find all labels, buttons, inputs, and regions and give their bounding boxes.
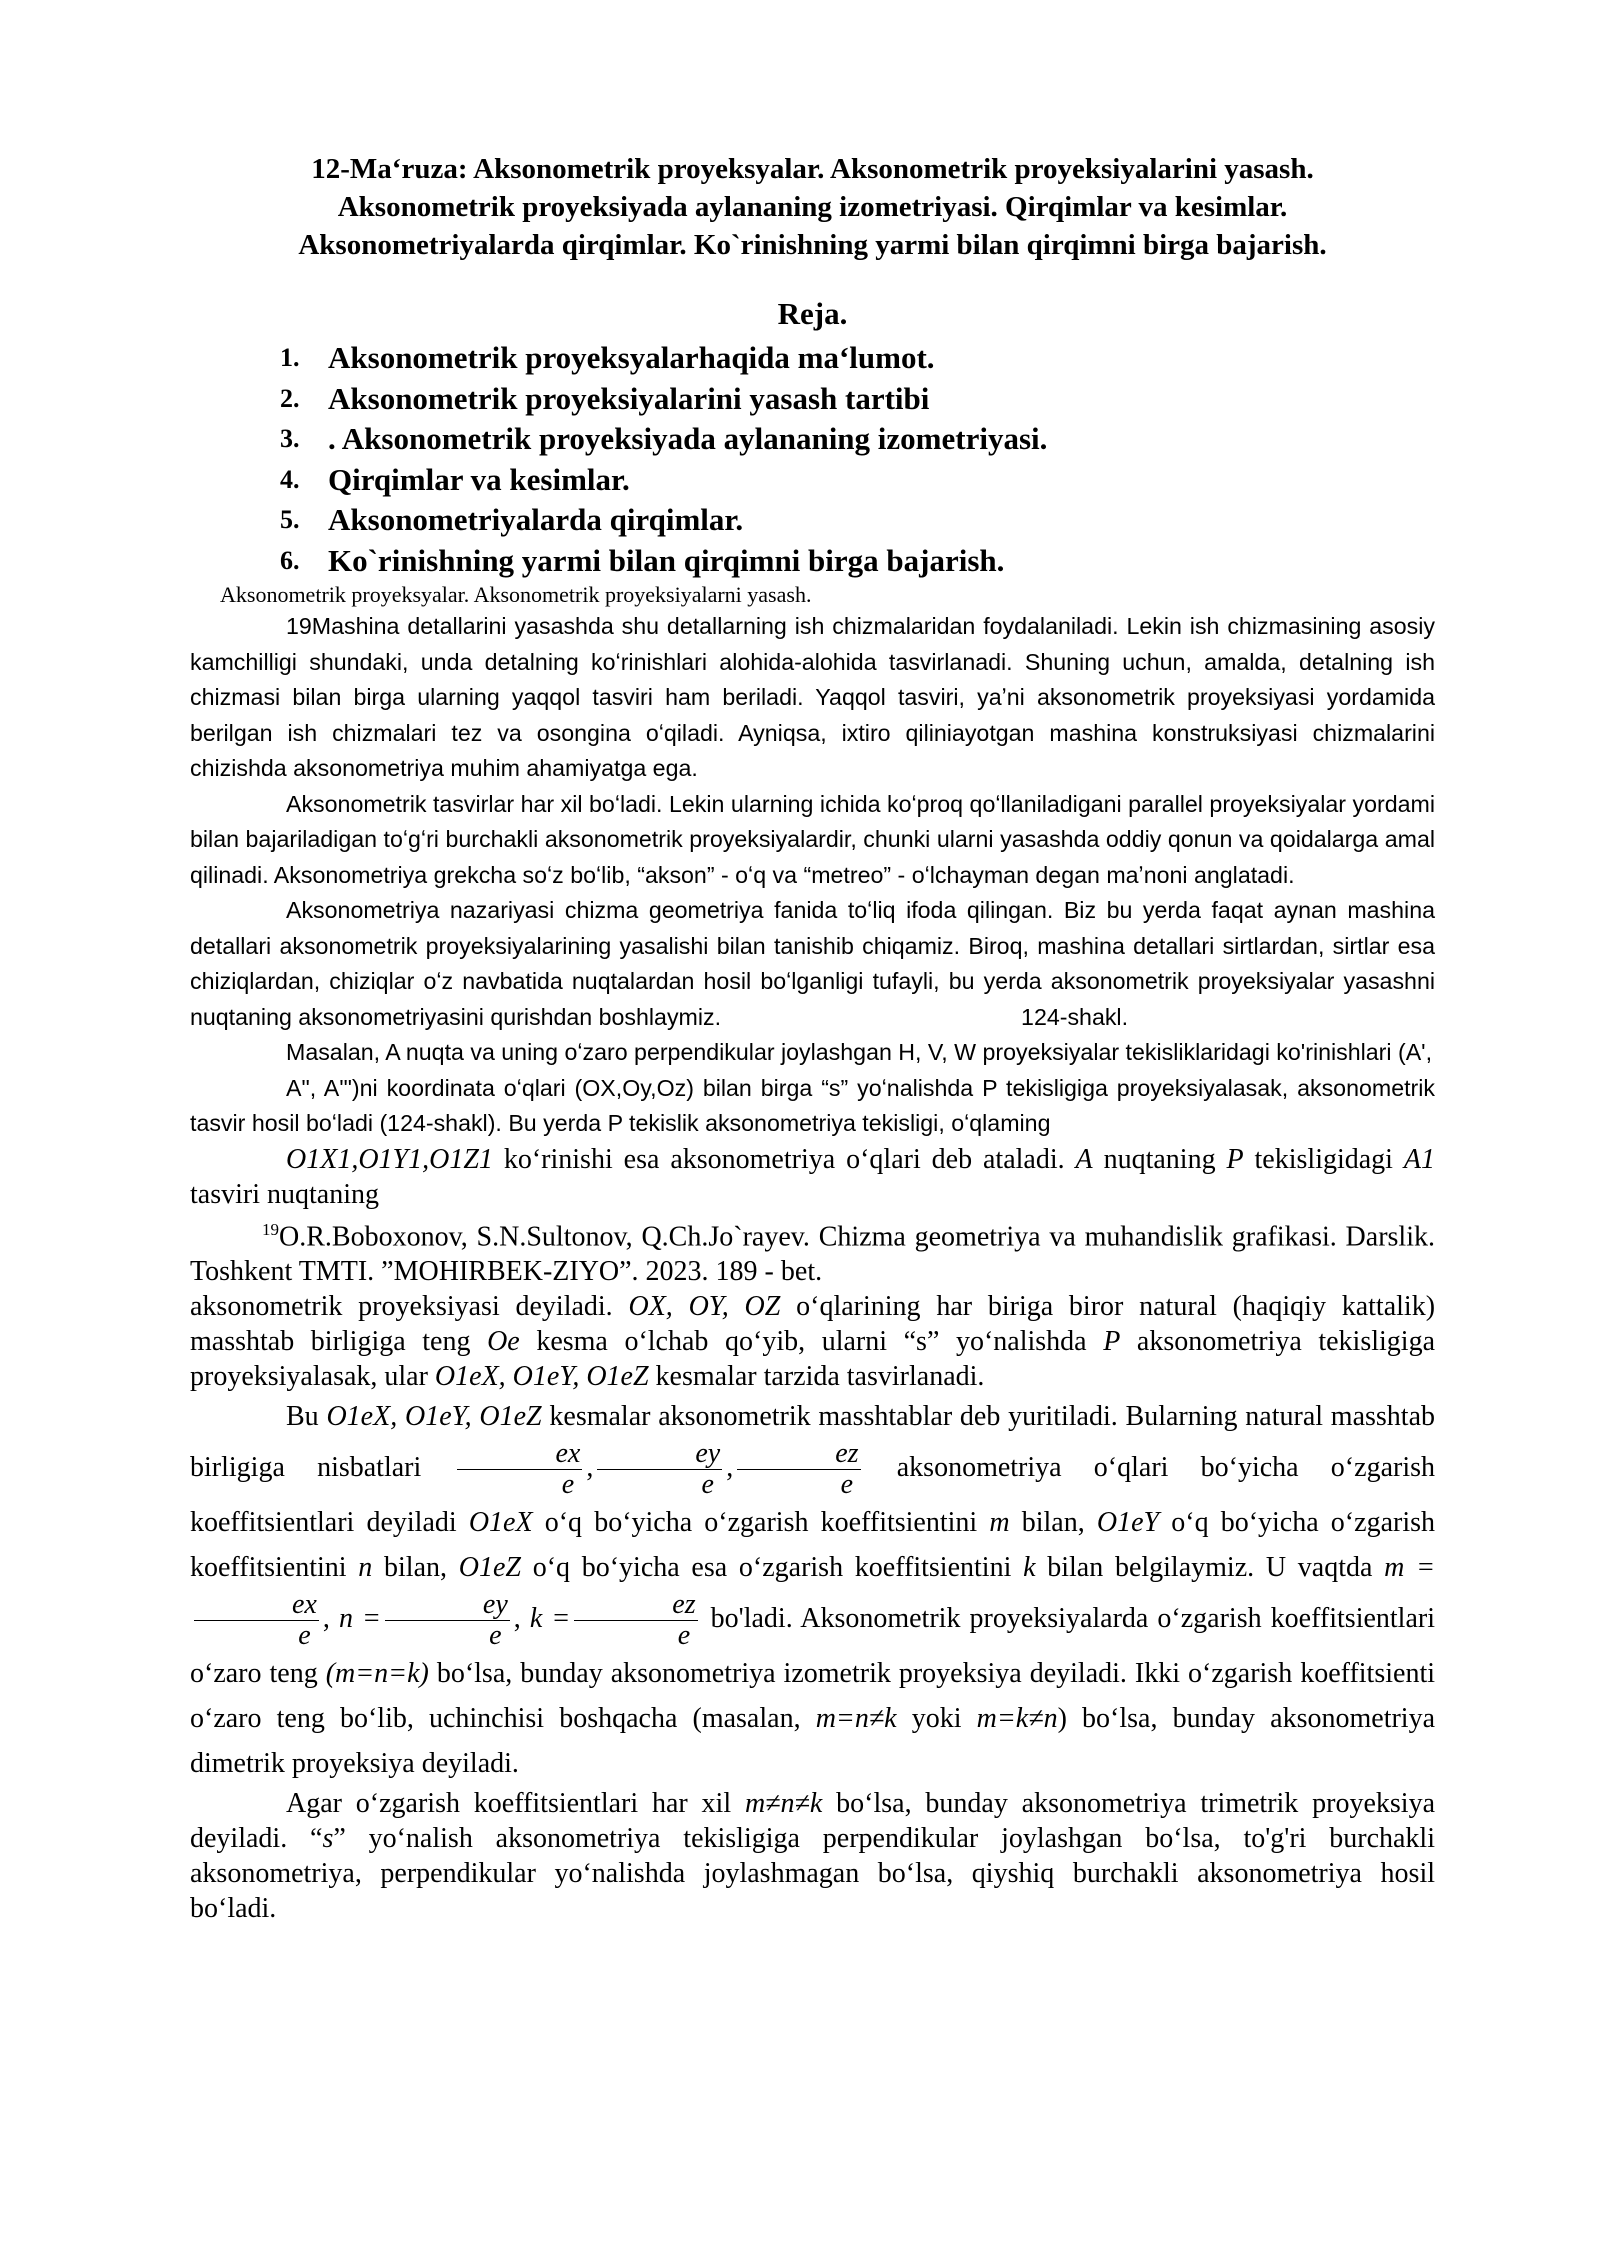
plan-item-text: Aksonometrik proyeksyalarhaqida maʻlumot. (328, 340, 935, 375)
paragraph-scale (190, 1289, 1435, 1394)
paragraph-trimetric (190, 1786, 1435, 1926)
paragraph-intro: 19Mashina detallarini yasashda shu detallarning ish chizmalaridan foydalaniladi. Lekin ish chizmasining asosiy kamchilligi shundaki, unda detalning koʻrinishlari alohida-alohida tasvirlanadi. Shuning uchun, amalda, detalning ish chizmasi bilan birga ularning yaqqol tasviri ham beriladi. Yaqqol tasviri, yaʼni aksonometrik proyeksiyasi yordamida berilgan ish chizmalari tez va osongina oʻqiladi. Ayniqsa, ixtiro qiliniayotgan mashina konstruksiyasi chizmalarini chizishda aksonometriya muhim ahamiyatga ega. (190, 613, 1435, 781)
plan-item-number: 2. (280, 383, 300, 413)
plan-item-text: Qirqimlar va kesimlar. (328, 461, 630, 497)
denominator: e (561, 1468, 575, 1500)
text-run: tasviri nuqtaning (190, 1178, 379, 1210)
title-line-1: 12-Maʻruza: Aksonometrik proyeksyalar. Aksonometrik proyeksiyalarini yasash. (311, 153, 1314, 185)
footnote-mark: 19 (262, 1219, 279, 1239)
text-run: bilan belgilaymiz. U vaqtda (1035, 1551, 1385, 1583)
plan-item-text: . Aksonometrik proyeksiyada aylananing izometriyasi. (328, 421, 1048, 456)
plan-item-number: 3. (280, 424, 300, 453)
paragraph-example-cont: A", A'")ni koordinata oʻqlari (OX,Oy,Oz) bilan birga “s” yoʻnalishda P tekisligiga proyeksiyalasak, aksonometrik tasvir hosil boʻladi (124-shakl). Bu yerda P tekislik aksonometriya tekisligi, oʻqlaming (190, 1074, 1435, 1136)
numerator: ey (385, 1590, 510, 1621)
fraction-ey-e (385, 1590, 510, 1651)
plan-item-text: Aksonometriyalarda qirqimlar. (328, 502, 744, 537)
plan-item-text: Aksonometrik proyeksiyalarini yasash tartibi (328, 380, 930, 416)
denominator: e (840, 1468, 854, 1500)
text-run: nuqtaning (1092, 1143, 1227, 1175)
document-page (190, 150, 1435, 1926)
plan-item (280, 379, 1435, 420)
text-run: aksonometriya oʻqlari boʻyicha oʻzgarish koeffitsientlari deyiladi (190, 1451, 1435, 1538)
paragraph-coefficients: Bu O1eX, O1eY, O1eZ kesmalar aksonometrik masshtablar deb yuritiladi. Bularning natural masshtab birligiga nisbatlari $\frac{ex}{e}$ , $\frac{ey}{e}$ , $\frac{ez}{e}$ aksonometriya oʻqlari boʻyicha oʻzgarish koeffitsientlari deyiladi O1eX oʻq boʻyicha oʻzgarish koeffitsientini m bilan, O1eY oʻq boʻyicha oʻzgarish koeffitsientini n bilan, O1eZ oʻq boʻyicha esa oʻzgarish koeffitsientini k bilan belgilaymiz. U vaqtda m = $\frac{ex}{e}$ , n = $\frac{ey}{e}$ , k = $\frac{ez}{e}$ bo'ladi. Aksonometrik proyeksiyalarda oʻzgarish koeffitsientlari oʻzaro teng (m=n=k) boʻlsa, bunday aksonometriya izometrik proyeksiya deyiladi. Ikki oʻzgarish koeffitsienti oʻzaro teng boʻlib, uchinchisi boshqacha (masalan, m=n≠k yoki m=k≠n) boʻlsa, bunday aksonometriya dimetrik proyeksiya deyiladi. (190, 1400, 1435, 1779)
text-run: kesmalar tarzida tasvirlanadi. (648, 1360, 985, 1392)
paragraph-theory (190, 893, 1435, 1035)
fraction-ex-e (457, 1439, 582, 1500)
denominator: e (701, 1468, 714, 1500)
variable-n: n (358, 1551, 373, 1583)
equation-k: k = (529, 1602, 571, 1634)
segment-notation: O1eX, O1eY, O1eZ (326, 1400, 542, 1432)
text-run: aksonometriya tekisligiga proyeksiyalasak, ular (190, 1325, 1435, 1392)
paragraph-theory-text: Aksonometriya nazariyasi chizma geometriya fanida toʻliq ifoda qilingan. Biz bu yerda faqat aynan mashina detallari aksonometrik proyeksiyalarining yasalishi bilan tanishib chiqamiz. Biroq, mashina detallari sirtlardan, sirtlar esa chiziqlardan, chiziqlar oʻz navbatida nuqtalardan hosil boʻlganligi tufayli, bu yerda aksonometrik proyeksiyalar yasashni nuqtaning aksonometriyasini qurishdan boshlaymiz. (190, 897, 1435, 1030)
text-run: boʻlsa, bunday aksonometriya izometrik proyeksiya deyiladi. Ikki oʻzgarish koeffitsienti oʻzaro teng boʻlib, uchinchisi boshqacha (masalan, (190, 1657, 1435, 1734)
text-run: bo'ladi. Aksonometrik proyeksiyalarda oʻzgarish koeffitsientlari oʻzaro teng (190, 1602, 1435, 1689)
numerator: ez (737, 1439, 860, 1470)
fraction-ez-e (737, 1439, 860, 1500)
plan-item (280, 541, 1435, 582)
text-run: ” yoʻnalish aksonometriya tekisligiga perpendikular joylashgan boʻlsa, to'g'ri burchakli aksonometriya, perpendikular yoʻnalishda joylashmagan boʻlsa, qiyshiq burchakli aksonometriya hosil boʻladi. (190, 1822, 1435, 1924)
condition-dimetric-2: m=k≠n (976, 1702, 1058, 1734)
numerator: ey (597, 1439, 722, 1470)
figure-reference: 124-shakl. (1021, 1003, 1129, 1030)
denominator: e (677, 1619, 691, 1651)
plan-list (190, 338, 1435, 581)
plan-heading: Reja. (777, 296, 848, 331)
footnote-text: O.R.Boboxonov, S.N.Sultonov, Q.Ch.Jo`rayev. Chizma geometriya va muhandislik grafikasi. Darslik. Toshkent TMTI. ”MOHIRBEK-ZIYO”. 2023. 189 - bet. (190, 1220, 1435, 1287)
plan-item (280, 419, 1435, 460)
segment-notation: Oe (487, 1325, 520, 1357)
axis-notation: O1eX (468, 1506, 533, 1538)
plan-item (280, 338, 1435, 379)
text-run: tekisligidagi (1243, 1143, 1404, 1175)
direction-s: s (322, 1822, 334, 1854)
text-run: ) boʻlsa, bunday aksonometriya dimetrik proyeksiya deyiladi. (190, 1702, 1435, 1779)
text-run: yoki (896, 1702, 977, 1734)
fraction-ez-e (574, 1590, 697, 1651)
plan-item-text: Ko`rinishning yarmi bilan qirqimni birga bajarish. (328, 542, 1005, 578)
variable-m: m (989, 1506, 1010, 1538)
segment-notation: O1eX, O1eY, O1eZ (434, 1360, 649, 1392)
text-run: aksonometrik proyeksiyasi deyiladi. (190, 1290, 629, 1322)
axes-notation: OX, OY, OZ (628, 1290, 781, 1322)
fraction-ey-e (597, 1439, 722, 1500)
title-line-2: Aksonometrik proyeksiyada aylananing izometriyasi. Qirqimlar va kesimlar. (337, 191, 1288, 223)
condition-dimetric-1: m=n≠k (815, 1702, 897, 1734)
axis-notation: O1eZ (458, 1551, 521, 1583)
numerator: ex (194, 1590, 319, 1621)
text-run: Agar oʻzgarish koeffitsientlari har xil (286, 1787, 745, 1819)
text-run: bilan, (372, 1551, 459, 1583)
text-run: oʻq boʻyicha oʻzgarish koeffitsientini (532, 1506, 990, 1538)
text-run: oʻq boʻyicha oʻzgarish koeffitsientini (190, 1506, 1435, 1583)
plan-item-number: 5. (280, 505, 300, 534)
paragraph-types: Aksonometrik tasvirlar har xil boʻladi. Lekin ularning ichida koʻproq qoʻllaniladigani parallel proyeksiyalar yordami bilan bajariladigan toʻgʻri burchakli aksonometrik proyeksiyalardir, chunki ularni yasashda oddiy qonun va qoidalarga amal qilinadi. Aksonometriya grekcha soʻz boʻlib, “akson” - oʻq va “metreo” - oʻlchayman degan maʼnoni anglatadi. (190, 790, 1435, 888)
variable-k: k (1023, 1551, 1036, 1583)
point-a1: A1 (1403, 1143, 1435, 1175)
text-run: boʻlsa, bunday aksonometriya trimetrik proyeksiya deyiladi. “ (190, 1787, 1435, 1854)
denominator: e (489, 1619, 502, 1651)
text-run: koʻrinishi esa aksonometriya oʻqlari deb ataladi. (492, 1143, 1076, 1175)
plan-item-number: 1. (280, 343, 300, 372)
numerator: ez (574, 1590, 697, 1621)
axes-notation: O1X1,O1Y1,O1Z1 (286, 1143, 493, 1175)
text-run: kesmalar aksonometrik masshtablar deb yuritiladi. Bularning natural masshtab birligiga nisbatlari (190, 1400, 1435, 1483)
title-line-3: Aksonometriyalarda qirqimlar. Ko`rinishning yarmi bilan qirqimni birga bajarish. (298, 229, 1327, 261)
text-run: bilan, (1009, 1506, 1097, 1538)
point-a: A (1075, 1143, 1093, 1175)
footnote (190, 1212, 1435, 1289)
text-run: oʻq boʻyicha esa oʻzgarish koeffitsientini (520, 1551, 1024, 1583)
equation-m: m = (1384, 1551, 1435, 1583)
paragraph-axes (190, 1142, 1435, 1212)
axis-notation: O1eY (1096, 1506, 1160, 1538)
plan-item (280, 460, 1435, 501)
condition-trimetric: m≠n≠k (744, 1787, 823, 1819)
fraction-ex-e (194, 1590, 319, 1651)
denominator: e (298, 1619, 311, 1651)
text-run: kesma oʻlchab qoʻyib, ularni “s” yoʻnalishda (519, 1325, 1104, 1357)
paragraph-example: Masalan, A nuqta va uning oʻzaro perpendikular joylashgan H, V, W proyeksiyalar tekisliklaridagi ko'rinishlari (A', (286, 1039, 1433, 1065)
lecture-title (190, 150, 1435, 264)
plane-p: P (1226, 1143, 1244, 1175)
plane-p: P (1103, 1325, 1121, 1357)
text-run: oʻqlarining har biriga biror natural (haqiqiy kattalik) masshtab birligiga teng (190, 1290, 1436, 1357)
numerator: ex (457, 1439, 582, 1470)
plan-item (280, 500, 1435, 541)
condition-isometric: (m=n=k) (325, 1657, 429, 1689)
plan-item-number: 6. (280, 545, 300, 575)
section-subheading: Aksonometrik proyeksyalar. Aksonometrik proyeksiyalarni yasash. (220, 582, 812, 607)
text-run: Bu (286, 1400, 327, 1432)
equation-n: n = (338, 1602, 381, 1634)
plan-item-number: 4. (280, 464, 300, 494)
